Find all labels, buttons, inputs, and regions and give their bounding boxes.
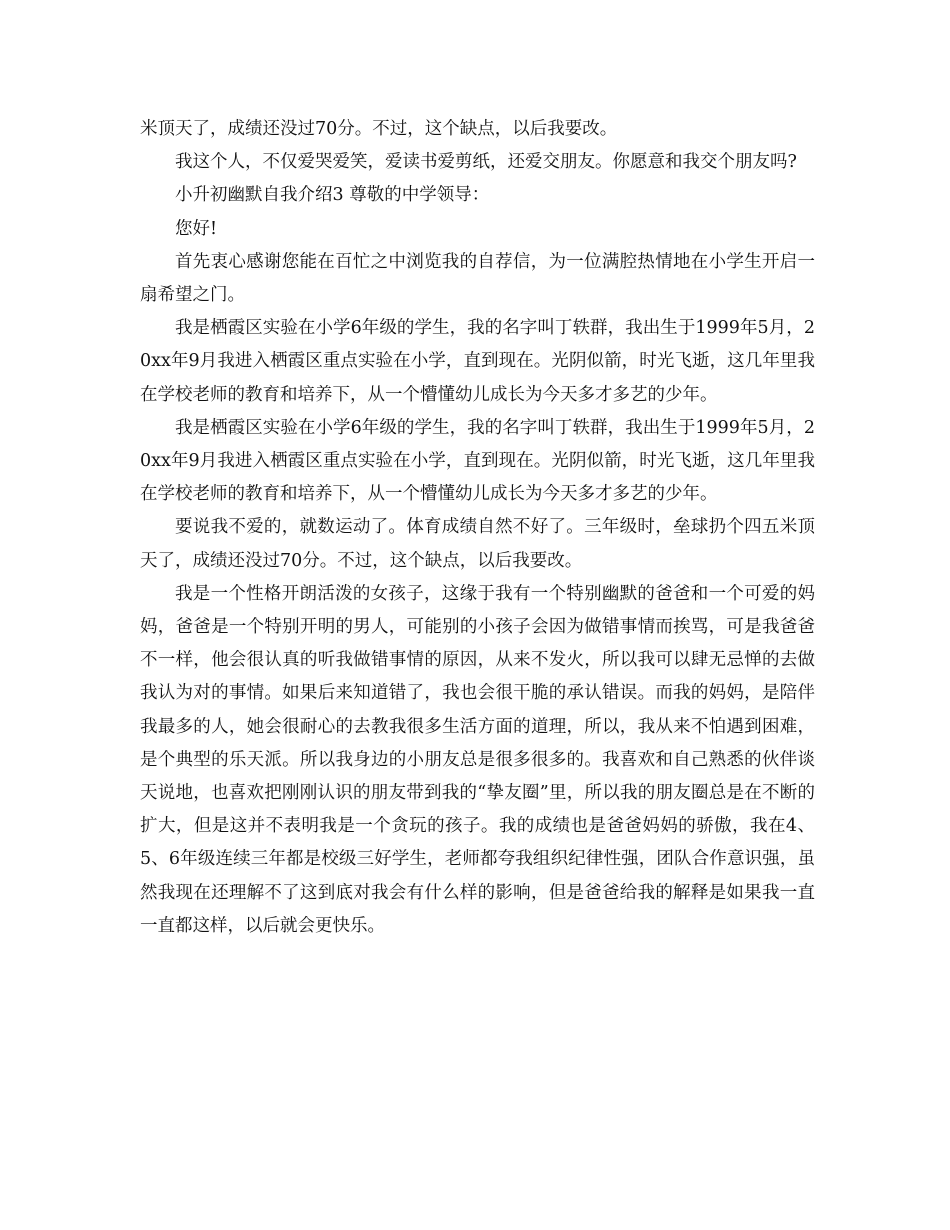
paragraph-2: 我这个人，不仅爱哭爱笑，爱读书爱剪纸，还爱交朋友。你愿意和我交个朋友吗? — [175, 152, 797, 173]
document-body — [140, 113, 815, 943]
paragraph-4-greeting: 您好! — [175, 218, 218, 239]
paragraph-7: 我是栖霞区实验在小学6年级的学生，我的名字叫丁轶群，我出生于1999年5月，20xx年9月我进入栖霞区重点实验在小学，直到现在。光阴似箭，时光飞逝，这几年里我在学校老师的教育和培养下，从一个懵懂幼儿成长为今天多才多艺的少年。 — [140, 417, 815, 505]
paragraph-1: 米顶天了，成绩还没过70分。不过，这个缺点，以后我要改。 — [140, 119, 618, 139]
paragraph-5: 首先衷心感谢您能在百忙之中浏览我的自荐信，为一位满腔热情地在小学生开启一扇希望之门。 — [140, 251, 815, 306]
paragraph-9: 我是一个性格开朗活泼的女孩子，这缘于我有一个特别幽默的爸爸和一个可爱的妈妈，爸爸是一个特别开明的男人，可能别的小孩子会因为做错事情而挨骂，可是我爸爸不一样，他会很认真的听我做错事情的原因，从来不发火，所以我可以肆无忌惮的去做我认为对的事情。如果后来知道错了，我也会很干脆的承认错误。而我的妈妈，是陪伴我最多的人，她会很耐心的去教我很多生活方面的道理，所以，我从来不怕遇到困难，是个典型的乐天派。所以我身边的小朋友总是很多很多的。我喜欢和自己熟悉的伙伴谈天说地，也喜欢把刚刚认识的朋友带到我的“挚友圈”里，所以我的朋友圈总是在不断的扩大，但是这并不表明我是一个贪玩的孩子。我的成绩也是爸爸妈妈的骄傲，我在4、5、6年级连续三年都是校级三好学生，老师都夸我组织纪律性强，团队合作意识强，虽然我现在还理解不了这到底对我会有什么样的影响，但是爸爸给我的解释是如果我一直一直都这样，以后就会更快乐。 — [140, 583, 815, 936]
paragraph-6: 我是栖霞区实验在小学6年级的学生，我的名字叫丁轶群，我出生于1999年5月，20xx年9月我进入栖霞区重点实验在小学，直到现在。光阴似箭，时光飞逝，这几年里我在学校老师的教育和培养下，从一个懵懂幼儿成长为今天多才多艺的少年。 — [140, 318, 815, 405]
paragraph-8: 要说我不爱的，就数运动了。体育成绩自然不好了。三年级时，垒球扔个四五米顶天了，成绩还没过70分。不过，这个缺点，以后我要改。 — [140, 517, 815, 571]
paragraph-3-heading: 小升初幽默自我介绍3 尊敬的中学领导： — [175, 185, 490, 206]
